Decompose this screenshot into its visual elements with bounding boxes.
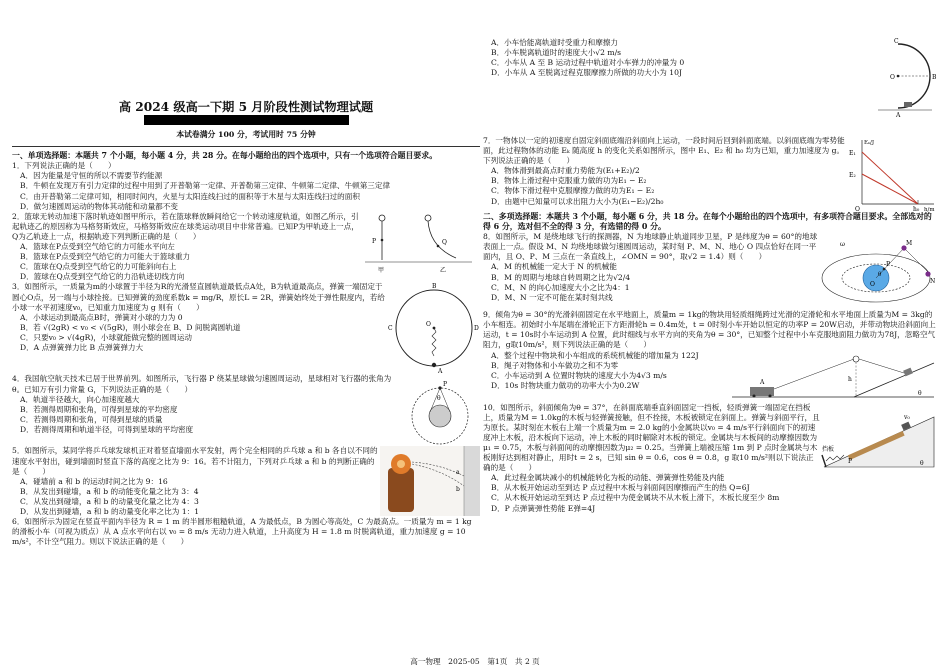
q7-stem: 7．一物体以一定的初速度自固定斜面底端沿斜面向上运动，一段时间后回到斜面底端。以斜面底端为零势能面，此过程物体的动能 Eₖ 随高度 h 的变化关系如图所示，图中 E₁、E₂ 和 h₀ 均为已知，重力加速度为 g。下列说法正确的是（ ） <box>483 136 845 166</box>
q7-option-a: A．物体滑到最高点时重力势能为(E₁+E₂)/2 <box>491 166 640 176</box>
q10-figure <box>820 403 938 473</box>
q5-option-b: B．从发出到碰墙，a 和 b 的动能变化量之比为 3：4 <box>20 486 199 496</box>
q4-label-theta: θ <box>437 395 441 403</box>
q6-label-c: C <box>894 38 899 45</box>
q2-label-q: Q <box>442 238 447 246</box>
q8-option-c: C．M、N 的向心加速度大小之比为4：1 <box>491 282 630 292</box>
q3-block <box>12 282 480 374</box>
q5-option-c: C．从发出到碰墙，a 和 b 的动量变化量之比为 4：3 <box>20 496 199 506</box>
q2-label-yi: 乙 <box>440 266 447 274</box>
q4-stem: 4．我国航空航天技术已居于世界前列。如图所示，飞行器 P 绕某星球做匀速圆周运动，星球相对飞行器的张角为 θ。已知万有引力常量 G，下列说法正确的是（ ） <box>12 374 392 394</box>
q6-option-d: D．小车从 A 至脱离过程克服摩擦力所做的功大小为 10J <box>491 68 682 78</box>
q3-option-b: B．若 √(2gR) < v₀ < √(5gR)，则小球会在 B、D 间脱离圆轨道 <box>20 322 241 332</box>
q8-option-b: B．M 的周期与地球自转周期之比为√2/4 <box>491 272 631 282</box>
q10-label-v0: v₀ <box>904 413 910 421</box>
q2-option-d: D．篮球在Q点受到空气给它的力沿轨迹切线方向 <box>20 272 185 282</box>
q4-option-d: D．若测得周期和轨道半径，可得到星球的平均密度 <box>20 424 194 434</box>
q9-figure <box>728 351 938 403</box>
q4-option-a: A．轨道半径越大，向心加速度越大 <box>20 394 140 404</box>
q2-label-p: P <box>372 237 377 245</box>
q8-option-a: A．M 的机械能一定大于 N 的机械能 <box>491 262 617 272</box>
q3-label-c: C <box>388 325 393 333</box>
q7-block <box>483 136 938 212</box>
q7-label-e2: E₂ <box>849 172 856 179</box>
q2-label-jia: 甲 <box>378 266 385 274</box>
q3-label-d: D <box>474 325 479 333</box>
q8-label-o: O <box>870 281 875 289</box>
q5-label-b: b <box>456 486 460 494</box>
q6-option-a: A．小车恰能离轨道时受重力和摩擦力 <box>491 38 618 47</box>
q3-option-d: D．A 点弹簧弹力比 B 点弹簧弹力大 <box>20 342 144 352</box>
q9-option-c: C．小车运动到 A 位置时物块的速度大小为4√3 m/s <box>491 370 667 380</box>
q6-figure <box>858 38 938 118</box>
q6-option-c: C．小车从 A 至 B 运动过程中轨道对小车弹力的冲量为 0 <box>491 58 685 68</box>
q6-options-block <box>483 38 938 118</box>
q5-stem: 5．如图所示，某同学将乒乓球发球机正对着竖直墙面水平发射，两个完全相同的乒乓球 a 和 b 各自以不同的速度水平射出，碰到墙面时竖直下落的高度之比为 9：16。若不计阻力，下列对乒乓球 a 和 b 的判断正确的是（ ） <box>12 446 378 476</box>
right-column <box>483 0 938 514</box>
q1-option-d: D．做匀速圆周运动的物体其动能和动量都不变 <box>20 201 178 211</box>
q7-label-ek: Eₖ/J <box>864 140 875 146</box>
q2-option-b: B．篮球在P点受到空气给它的力可能大于篮球重力 <box>20 252 191 262</box>
q7-option-d: D．由题中已知量可以求出阻力大小为(E₁−E₂)/2h₀ <box>491 196 664 206</box>
q6-label-o: O <box>890 74 895 81</box>
q7-figure <box>848 136 938 212</box>
q9-block <box>483 351 938 403</box>
q3-label-a: A <box>438 368 443 375</box>
exam-subtitle: 本试卷满分 100 分，考试用时 75 分钟 <box>176 130 316 140</box>
q6-stem: 6．如图所示为固定在竖直平面内半径为 R = 1 m 的半圆形粗糙轨道，A 为最低点，B 为圆心等高处，C 为最高点。一质量为 m = 1 kg 的滑板小车（可视为质点）从 A 点水平向右以 v₀ = 8 m/s 无动力进入轨道，上升高度为 H = 1.8 m 时脱离轨道，重力加速度 g = 10 m/s²，不计空气阻力。则以下说法正确的是（ ） <box>12 517 472 547</box>
q3-option-c: C．只要v₀ > √(4gR)，小球就能做完整的圆周运动 <box>20 332 193 342</box>
q4-block <box>12 374 480 446</box>
q7-option-c: C．物体下滑过程中克服摩擦力做的功为E₁ − E₂ <box>491 186 655 196</box>
q1-option-b: B．牛顿在发现万有引力定律的过程中用到了开普勒第一定律、开普勒第三定律、牛顿第二定律、牛顿第三定律 <box>20 181 391 191</box>
q5-figure <box>380 446 480 516</box>
q3-figure <box>388 282 480 374</box>
section-2-heading: 二、多项选择题：本题共 3 个小题，每小题 6 分，共 18 分。在每个小题给出的四个选项中，有多项符合题目要求。全部选对的得 6 分，选对但不全的得 3 分，有选错的得 0 分。 <box>483 212 932 232</box>
q9-option-b: B．绳子对物体和小车做功之和不为零 <box>491 360 619 370</box>
q5-option-a: A．碰墙前 a 和 b 的运动时间之比为 9：16 <box>20 476 168 486</box>
q10-stem: 10．如图所示，斜面倾角为θ = 37°，在斜面底端垂直斜面固定一挡板，轻质弹簧一端固定在挡板上，质量为M = 1.0kg的木板与轻弹簧接触，但不拴接，木板被锁定在斜面上。弹簧与斜面平行，且为原长。某时刻在木板右上端一个质量为m = 2.0 kg的小金属块以v₀ = 4 m/s平行斜面向下的初速度冲上木板，沿木板向下运动，冲上木板的同时解除对木板的锁定。金属块与木板间的动摩擦因数为μ₁ = 0.75，木板与斜面间的动摩擦因数为μ₂ = 0.25。当弹簧上端被压缩 1m 到 P 点时金属块与木板刚好达到相对静止，用时t = 2 s，已知 sin θ = 0.6，cos θ = 0.8，g 取10 m/s²则以下说法正确的是（ ） <box>483 402 820 473</box>
q8-label-m: M <box>906 240 913 248</box>
q1-option-a: A．因为能量是守恒的所以不需要节约能源 <box>20 171 163 181</box>
q3-label-b: B <box>432 283 437 291</box>
q8-label-p: P <box>886 261 891 269</box>
q9-stem: 9．倾角为θ = 30°的光滑斜面固定在水平地面上，质量m = 1kg的物块用轻质细绳跨过光滑的定滑轮和水平地面上质量为M = 3kg的小车相连。初始时小车尾端在滑轮正下方距滑轮h = 0.4m处，t = 0时刻小车开始以恒定的功率P = 20W启动，并带动物块沿斜面向上运动，t = 10s时小车运动到 A 位置，此时细线与水平方向的夹角为θ = 30°，已知整个过程中小车克服地面阻力做功为78J，忽略空气阻力，g取10m/s²，则下列说法正确的是（ ） <box>483 310 936 350</box>
q9-label-a: A <box>760 378 765 386</box>
q8-block <box>483 232 938 310</box>
q5-block <box>12 446 480 517</box>
redacted-bar <box>144 115 349 125</box>
q8-label-theta: θ <box>878 272 882 279</box>
q2-figure <box>360 212 480 274</box>
q4-label-p: P <box>443 381 448 389</box>
q3-option-a: A．小球运动到最高点B时，弹簧对小球的力为 0 <box>20 312 183 322</box>
q8-stem: 8．如图所示，M 是绕地球飞行的探测器，N 为地球静止轨道同步卫星，P 是纬度为θ = 60°的地球表面上一点。假设 M、N 均绕地球做匀速圆周运动，某时刻 P、M、N、地心 O 四点恰好在同一平面内，且 O、P、M 三点在一条直线上，∠OMN = 90°，取√2 = 1.4）则（ ） <box>483 232 818 262</box>
q1-option-c: C．由开普勒第二定律可知，相同时间内，火星与太阳连线扫过的面积等于木星与太阳连线扫过的面积 <box>20 191 360 201</box>
q3-label-o: O <box>426 321 431 329</box>
q2-stem: 2．篮球无转动加速下落时轨迹如图甲所示，若在篮球释放瞬间给它一个转动速度轨道，如图乙所示，引起轨迹乙的原因称为马格努斯效应，马格努斯效应在球类运动项目中非常普遍。已知P为甲轨迹上一点，Q为乙轨迹上一点，根据轨迹下列判断正确的是（ ） <box>12 211 359 241</box>
q5-option-d: D．从发出到碰墙，a 和 b 的动量变化率之比为 1：1 <box>20 506 200 516</box>
q9-option-a: A．整个过程中物块和小车组成的系统机械能的增加量为 122J <box>491 350 699 360</box>
q3-stem: 3．如图所示，一质量为m的小球置于半径为R的光滑竖直圆轨道最低点A处，B为轨道最高点，弹簧一端固定于圆心O点，另一端与小球拴接。已知弹簧的劲度系数k = mg/R，原长L = 2R，弹簧始终处于弹性限度内，若给小球一水平初速度v₀，已知重力加速度为 g 则有（ ） <box>12 282 385 312</box>
q8-label-omega: ω <box>840 241 845 249</box>
q10-label-baffle: 挡板 <box>822 445 835 453</box>
q7-option-b: B．物体上滑过程中克服重力做的功为E₁ − E₂ <box>491 176 647 186</box>
q8-option-d: D．M、N 一定不可能在某时刻共线 <box>491 292 613 302</box>
q8-figure <box>820 232 938 310</box>
q6-option-b: B．小车脱离轨道时的速度大小√2 m/s <box>491 48 622 58</box>
q7-label-h: h/m <box>924 207 935 212</box>
page-footer: 高一物理 2025-05 第1页 共 2 页 <box>410 657 540 666</box>
q1-stem: 1．下列说法正确的是（ ） <box>12 161 116 171</box>
q9-label-theta: θ <box>918 389 922 397</box>
q2-block <box>12 212 480 283</box>
exam-title: 高 2024 级高一下期 5 月阶段性测试物理试题 <box>118 100 374 114</box>
q10-option-b: B．从木板开始运动至到达 P 点过程中木板与斜面间因摩擦而产生的热 Q=6J <box>491 483 750 493</box>
q4-figure <box>400 374 480 446</box>
q4-option-c: C．若测得周期和张角，可得到星球的质量 <box>20 414 163 424</box>
q8-label-n: N <box>930 278 936 286</box>
q2-option-c: C．篮球在Q点受到空气给它的力可能斜向右上 <box>20 262 177 272</box>
q10-option-d: D．P 点弹簧弹性势能 E弹=4J <box>491 503 596 513</box>
q10-option-a: A．此过程金属块减小的机械能转化为板的动能、弹簧弹性势能及内能 <box>491 473 725 483</box>
q6-label-b: B <box>932 74 937 81</box>
q7-label-o: O <box>855 206 860 212</box>
q7-label-h0: h₀ <box>913 206 920 212</box>
q5-label-a: a <box>456 469 460 477</box>
q10-option-c: C．从木板开始运动至到达 P 点过程中为使金属块不从木板上滑下，木板长度至少 8m <box>491 493 780 503</box>
q9-option-d: D．10s 时物块重力做功的功率大小为0.2W <box>491 380 640 390</box>
divider <box>12 146 480 147</box>
q2-option-a: A．篮球在P点受到空气给它的力可能水平向左 <box>20 242 175 252</box>
q10-label-p: P <box>848 457 853 465</box>
q6-label-a: A <box>896 112 901 118</box>
left-column <box>12 0 480 547</box>
q10-block <box>483 403 938 474</box>
q7-label-e1: E₁ <box>849 150 856 157</box>
q9-label-h: h <box>848 375 852 383</box>
section-1-heading: 一、单项选择题：本题共 7 个小题，每小题 4 分，共 28 分。在每小题给出的四个选项中，只有一个选项符合题目要求。 <box>12 151 438 161</box>
q4-option-b: B．若测得周期和张角，可得到星球的平均密度 <box>20 404 178 414</box>
q10-label-theta: θ <box>920 459 924 467</box>
